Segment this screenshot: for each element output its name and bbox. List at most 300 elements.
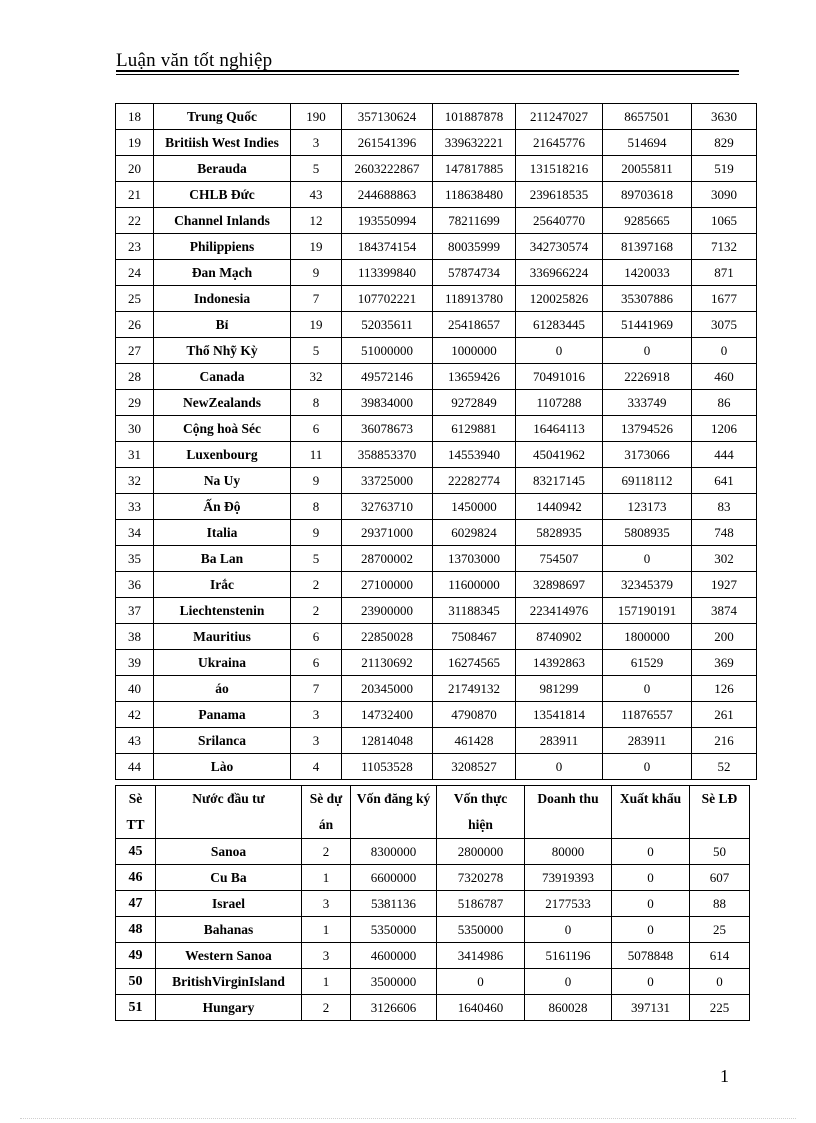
cell-stt: 44 xyxy=(116,754,154,780)
cell-implemented-capital: 80035999 xyxy=(433,234,516,260)
cell-revenue: 1440942 xyxy=(516,494,603,520)
cell-implemented-capital: 118913780 xyxy=(433,286,516,312)
cell-export: 1420033 xyxy=(603,260,692,286)
cell-export: 0 xyxy=(603,546,692,572)
cell-projects: 2 xyxy=(302,995,351,1021)
table-row xyxy=(116,182,757,208)
cell-revenue: 83217145 xyxy=(516,468,603,494)
cell-revenue: 336966224 xyxy=(516,260,603,286)
cell-labor: 614 xyxy=(690,943,750,969)
cell-country: Bỉ xyxy=(154,312,291,338)
cell-registered-capital: 8300000 xyxy=(351,839,437,865)
cell-registered-capital: 39834000 xyxy=(342,390,433,416)
cell-implemented-capital: 9272849 xyxy=(433,390,516,416)
cell-registered-capital: 14732400 xyxy=(342,702,433,728)
table-row xyxy=(116,130,757,156)
cell-labor: 50 xyxy=(690,839,750,865)
cell-implemented-capital: 4790870 xyxy=(433,702,516,728)
cell-registered-capital: 5381136 xyxy=(351,891,437,917)
cell-export: 81397168 xyxy=(603,234,692,260)
cell-country: Cộng hoà Séc xyxy=(154,416,291,442)
cell-revenue: 16464113 xyxy=(516,416,603,442)
investment-table xyxy=(115,103,757,780)
cell-registered-capital: 184374154 xyxy=(342,234,433,260)
table-row xyxy=(116,891,750,917)
cell-labor: 519 xyxy=(692,156,757,182)
cell-implemented-capital: 1450000 xyxy=(433,494,516,520)
cell-country: Western Sanoa xyxy=(156,943,302,969)
table-row xyxy=(116,754,757,780)
cell-registered-capital: 5350000 xyxy=(351,917,437,943)
table-row xyxy=(116,286,757,312)
cell-export: 20055811 xyxy=(603,156,692,182)
cell-implemented-capital: 11600000 xyxy=(433,572,516,598)
cell-country: Irắc xyxy=(154,572,291,598)
cell-revenue: 80000 xyxy=(525,839,612,865)
cell-export: 1800000 xyxy=(603,624,692,650)
cell-stt: 27 xyxy=(116,338,154,364)
cell-stt: 49 xyxy=(116,943,156,969)
cell-implemented-capital: 1640460 xyxy=(437,995,525,1021)
cell-registered-capital: 23900000 xyxy=(342,598,433,624)
cell-projects: 8 xyxy=(291,390,342,416)
cell-revenue: 32898697 xyxy=(516,572,603,598)
cell-revenue: 0 xyxy=(516,338,603,364)
cell-implemented-capital: 0 xyxy=(437,969,525,995)
cell-revenue: 239618535 xyxy=(516,182,603,208)
cell-country: Britiish West Indies xyxy=(154,130,291,156)
cell-implemented-capital: 118638480 xyxy=(433,182,516,208)
cell-stt: 51 xyxy=(116,995,156,1021)
cell-export: 13794526 xyxy=(603,416,692,442)
table-row xyxy=(116,995,750,1021)
cell-implemented-capital: 57874734 xyxy=(433,260,516,286)
cell-revenue: 13541814 xyxy=(516,702,603,728)
cell-projects: 6 xyxy=(291,624,342,650)
cell-export: 0 xyxy=(612,969,690,995)
cell-labor: 302 xyxy=(692,546,757,572)
header-rule xyxy=(116,70,739,72)
cell-projects: 1 xyxy=(302,917,351,943)
col-header-registered-capital: Vốn đăng ký xyxy=(351,786,437,839)
cell-projects: 4 xyxy=(291,754,342,780)
cell-projects: 3 xyxy=(291,130,342,156)
cell-revenue: 45041962 xyxy=(516,442,603,468)
col-header-country: Nước đầu tư xyxy=(156,786,302,839)
table-row xyxy=(116,234,757,260)
cell-projects: 5 xyxy=(291,156,342,182)
table-row xyxy=(116,104,757,130)
cell-projects: 19 xyxy=(291,234,342,260)
cell-export: 283911 xyxy=(603,728,692,754)
cell-implemented-capital: 1000000 xyxy=(433,338,516,364)
cell-labor: 748 xyxy=(692,520,757,546)
table-row xyxy=(116,494,757,520)
cell-registered-capital: 51000000 xyxy=(342,338,433,364)
cell-registered-capital: 27100000 xyxy=(342,572,433,598)
cell-labor: 86 xyxy=(692,390,757,416)
cell-labor: 1206 xyxy=(692,416,757,442)
cell-stt: 37 xyxy=(116,598,154,624)
cell-labor: 126 xyxy=(692,676,757,702)
cell-revenue: 981299 xyxy=(516,676,603,702)
cell-export: 8657501 xyxy=(603,104,692,130)
cell-country: Panama xyxy=(154,702,291,728)
cell-implemented-capital: 5186787 xyxy=(437,891,525,917)
cell-projects: 2 xyxy=(291,572,342,598)
cell-registered-capital: 52035611 xyxy=(342,312,433,338)
cell-projects: 6 xyxy=(291,650,342,676)
cell-projects: 9 xyxy=(291,520,342,546)
cell-labor: 3874 xyxy=(692,598,757,624)
cell-stt: 39 xyxy=(116,650,154,676)
cell-projects: 7 xyxy=(291,286,342,312)
table-row xyxy=(116,546,757,572)
cell-registered-capital: 261541396 xyxy=(342,130,433,156)
page-number: 1 xyxy=(720,1066,729,1086)
cell-country: Lào xyxy=(154,754,291,780)
cell-projects: 1 xyxy=(302,969,351,995)
table-row xyxy=(116,390,757,416)
cell-stt: 21 xyxy=(116,182,154,208)
cell-registered-capital: 2603222867 xyxy=(342,156,433,182)
cell-projects: 3 xyxy=(302,943,351,969)
cell-stt: 31 xyxy=(116,442,154,468)
cell-stt: 43 xyxy=(116,728,154,754)
cell-export: 0 xyxy=(603,754,692,780)
cell-country: Hungary xyxy=(156,995,302,1021)
cell-labor: 829 xyxy=(692,130,757,156)
cell-stt: 45 xyxy=(116,839,156,865)
table-row xyxy=(116,917,750,943)
cell-implemented-capital: 339632221 xyxy=(433,130,516,156)
cell-implemented-capital: 31188345 xyxy=(433,598,516,624)
cell-registered-capital: 49572146 xyxy=(342,364,433,390)
cell-implemented-capital: 6129881 xyxy=(433,416,516,442)
cell-revenue: 283911 xyxy=(516,728,603,754)
cell-registered-capital: 113399840 xyxy=(342,260,433,286)
cell-export: 69118112 xyxy=(603,468,692,494)
cell-stt: 30 xyxy=(116,416,154,442)
table-header-row xyxy=(116,786,750,839)
cell-revenue: 342730574 xyxy=(516,234,603,260)
cell-labor: 1065 xyxy=(692,208,757,234)
table-row xyxy=(116,338,757,364)
cell-revenue: 14392863 xyxy=(516,650,603,676)
cell-labor: 1677 xyxy=(692,286,757,312)
cell-export: 0 xyxy=(603,676,692,702)
cell-implemented-capital: 3208527 xyxy=(433,754,516,780)
cell-country: Srilanca xyxy=(154,728,291,754)
cell-stt: 24 xyxy=(116,260,154,286)
cell-country: CHLB Đức xyxy=(154,182,291,208)
cell-export: 397131 xyxy=(612,995,690,1021)
cell-registered-capital: 22850028 xyxy=(342,624,433,650)
investment-table-continued xyxy=(115,785,750,1021)
cell-country: Philippiens xyxy=(154,234,291,260)
cell-revenue: 2177533 xyxy=(525,891,612,917)
cell-projects: 5 xyxy=(291,338,342,364)
cell-implemented-capital: 13703000 xyxy=(433,546,516,572)
cell-export: 3173066 xyxy=(603,442,692,468)
table-row xyxy=(116,572,757,598)
cell-registered-capital: 357130624 xyxy=(342,104,433,130)
cell-projects: 3 xyxy=(302,891,351,917)
cell-projects: 7 xyxy=(291,676,342,702)
cell-registered-capital: 358853370 xyxy=(342,442,433,468)
table-row xyxy=(116,624,757,650)
table-row xyxy=(116,865,750,891)
cell-implemented-capital: 25418657 xyxy=(433,312,516,338)
cell-revenue: 73919393 xyxy=(525,865,612,891)
cell-registered-capital: 107702221 xyxy=(342,286,433,312)
table-row xyxy=(116,728,757,754)
header-rule-thin xyxy=(116,74,739,75)
cell-revenue: 5161196 xyxy=(525,943,612,969)
cell-registered-capital: 12814048 xyxy=(342,728,433,754)
cell-revenue: 860028 xyxy=(525,995,612,1021)
cell-stt: 35 xyxy=(116,546,154,572)
cell-country: Indonesia xyxy=(154,286,291,312)
cell-registered-capital: 20345000 xyxy=(342,676,433,702)
cell-export: 0 xyxy=(612,891,690,917)
cell-labor: 83 xyxy=(692,494,757,520)
cell-projects: 3 xyxy=(291,728,342,754)
cell-implemented-capital: 3414986 xyxy=(437,943,525,969)
cell-projects: 32 xyxy=(291,364,342,390)
cell-stt: 33 xyxy=(116,494,154,520)
cell-revenue: 223414976 xyxy=(516,598,603,624)
cell-country: Berauda xyxy=(154,156,291,182)
table-row xyxy=(116,156,757,182)
cell-export: 333749 xyxy=(603,390,692,416)
cell-export: 2226918 xyxy=(603,364,692,390)
cell-labor: 88 xyxy=(690,891,750,917)
cell-export: 11876557 xyxy=(603,702,692,728)
cell-implemented-capital: 101887878 xyxy=(433,104,516,130)
cell-stt: 36 xyxy=(116,572,154,598)
cell-registered-capital: 21130692 xyxy=(342,650,433,676)
cell-export: 9285665 xyxy=(603,208,692,234)
cell-stt: 46 xyxy=(116,865,156,891)
cell-stt: 42 xyxy=(116,702,154,728)
cell-country: áo xyxy=(154,676,291,702)
cell-stt: 29 xyxy=(116,390,154,416)
cell-stt: 22 xyxy=(116,208,154,234)
cell-revenue: 0 xyxy=(525,969,612,995)
cell-country: Cu Ba xyxy=(156,865,302,891)
cell-implemented-capital: 461428 xyxy=(433,728,516,754)
cell-labor: 460 xyxy=(692,364,757,390)
cell-revenue: 120025826 xyxy=(516,286,603,312)
table-row xyxy=(116,943,750,969)
cell-export: 61529 xyxy=(603,650,692,676)
cell-country: Italia xyxy=(154,520,291,546)
cell-implemented-capital: 14553940 xyxy=(433,442,516,468)
cell-revenue: 131518216 xyxy=(516,156,603,182)
cell-export: 0 xyxy=(612,865,690,891)
cell-labor: 200 xyxy=(692,624,757,650)
cell-revenue: 61283445 xyxy=(516,312,603,338)
cell-registered-capital: 36078673 xyxy=(342,416,433,442)
cell-projects: 2 xyxy=(291,598,342,624)
cell-country: Channel Inlands xyxy=(154,208,291,234)
cell-labor: 52 xyxy=(692,754,757,780)
cell-country: Ba Lan xyxy=(154,546,291,572)
cell-labor: 225 xyxy=(690,995,750,1021)
cell-country: Trung Quốc xyxy=(154,104,291,130)
cell-labor: 369 xyxy=(692,650,757,676)
table-row xyxy=(116,364,757,390)
cell-labor: 7132 xyxy=(692,234,757,260)
col-header-labor: Sè LĐ xyxy=(690,786,750,839)
col-header-projects: Sè dự án xyxy=(302,786,351,839)
cell-projects: 2 xyxy=(302,839,351,865)
table-row xyxy=(116,702,757,728)
cell-revenue: 1107288 xyxy=(516,390,603,416)
cell-implemented-capital: 7508467 xyxy=(433,624,516,650)
cell-export: 0 xyxy=(603,338,692,364)
table-row xyxy=(116,676,757,702)
table-row xyxy=(116,650,757,676)
cell-stt: 32 xyxy=(116,468,154,494)
cell-projects: 9 xyxy=(291,468,342,494)
cell-labor: 3075 xyxy=(692,312,757,338)
cell-revenue: 25640770 xyxy=(516,208,603,234)
cell-export: 89703618 xyxy=(603,182,692,208)
col-header-revenue: Doanh thu xyxy=(525,786,612,839)
cell-stt: 40 xyxy=(116,676,154,702)
cell-country: Liechtenstenin xyxy=(154,598,291,624)
cell-implemented-capital: 2800000 xyxy=(437,839,525,865)
cell-implemented-capital: 78211699 xyxy=(433,208,516,234)
cell-export: 5808935 xyxy=(603,520,692,546)
cell-projects: 19 xyxy=(291,312,342,338)
cell-registered-capital: 33725000 xyxy=(342,468,433,494)
cell-registered-capital: 28700002 xyxy=(342,546,433,572)
cell-stt: 50 xyxy=(116,969,156,995)
cell-export: 32345379 xyxy=(603,572,692,598)
cell-projects: 5 xyxy=(291,546,342,572)
cell-export: 51441969 xyxy=(603,312,692,338)
footer-dotted-line xyxy=(20,1118,796,1119)
cell-labor: 444 xyxy=(692,442,757,468)
cell-labor: 216 xyxy=(692,728,757,754)
cell-country: Ukraina xyxy=(154,650,291,676)
table-row xyxy=(116,442,757,468)
cell-country: Luxenbourg xyxy=(154,442,291,468)
cell-registered-capital: 4600000 xyxy=(351,943,437,969)
cell-registered-capital: 193550994 xyxy=(342,208,433,234)
cell-implemented-capital: 16274565 xyxy=(433,650,516,676)
cell-labor: 1927 xyxy=(692,572,757,598)
cell-country: Đan Mạch xyxy=(154,260,291,286)
cell-stt: 28 xyxy=(116,364,154,390)
table-row xyxy=(116,312,757,338)
cell-revenue: 0 xyxy=(516,754,603,780)
cell-export: 514694 xyxy=(603,130,692,156)
cell-stt: 38 xyxy=(116,624,154,650)
cell-labor: 3090 xyxy=(692,182,757,208)
cell-stt: 23 xyxy=(116,234,154,260)
cell-registered-capital: 6600000 xyxy=(351,865,437,891)
cell-country: Thổ Nhỹ Kỳ xyxy=(154,338,291,364)
cell-implemented-capital: 5350000 xyxy=(437,917,525,943)
cell-projects: 43 xyxy=(291,182,342,208)
cell-revenue: 0 xyxy=(525,917,612,943)
table-row xyxy=(116,520,757,546)
cell-projects: 8 xyxy=(291,494,342,520)
cell-labor: 3630 xyxy=(692,104,757,130)
cell-revenue: 211247027 xyxy=(516,104,603,130)
cell-implemented-capital: 7320278 xyxy=(437,865,525,891)
table-row xyxy=(116,468,757,494)
cell-implemented-capital: 22282774 xyxy=(433,468,516,494)
cell-labor: 0 xyxy=(690,969,750,995)
cell-projects: 12 xyxy=(291,208,342,234)
cell-export: 123173 xyxy=(603,494,692,520)
cell-registered-capital: 29371000 xyxy=(342,520,433,546)
cell-projects: 6 xyxy=(291,416,342,442)
cell-implemented-capital: 147817885 xyxy=(433,156,516,182)
cell-implemented-capital: 13659426 xyxy=(433,364,516,390)
cell-labor: 871 xyxy=(692,260,757,286)
col-header-export: Xuất khẩu xyxy=(612,786,690,839)
cell-country: BritishVirginIsland xyxy=(156,969,302,995)
cell-revenue: 754507 xyxy=(516,546,603,572)
cell-revenue: 70491016 xyxy=(516,364,603,390)
cell-registered-capital: 3500000 xyxy=(351,969,437,995)
cell-projects: 3 xyxy=(291,702,342,728)
cell-stt: 19 xyxy=(116,130,154,156)
cell-country: NewZealands xyxy=(154,390,291,416)
table-row xyxy=(116,969,750,995)
cell-country: Na Uy xyxy=(154,468,291,494)
cell-revenue: 8740902 xyxy=(516,624,603,650)
cell-export: 157190191 xyxy=(603,598,692,624)
cell-country: Israel xyxy=(156,891,302,917)
cell-labor: 607 xyxy=(690,865,750,891)
table-row xyxy=(116,260,757,286)
cell-revenue: 5828935 xyxy=(516,520,603,546)
cell-stt: 47 xyxy=(116,891,156,917)
cell-country: Bahanas xyxy=(156,917,302,943)
cell-projects: 9 xyxy=(291,260,342,286)
cell-stt: 48 xyxy=(116,917,156,943)
cell-country: Mauritius xyxy=(154,624,291,650)
cell-revenue: 21645776 xyxy=(516,130,603,156)
cell-labor: 0 xyxy=(692,338,757,364)
cell-stt: 20 xyxy=(116,156,154,182)
cell-export: 0 xyxy=(612,839,690,865)
cell-export: 5078848 xyxy=(612,943,690,969)
cell-stt: 26 xyxy=(116,312,154,338)
cell-stt: 18 xyxy=(116,104,154,130)
table-row xyxy=(116,208,757,234)
cell-implemented-capital: 21749132 xyxy=(433,676,516,702)
page-header-title: Luận văn tốt nghiệp xyxy=(116,50,273,71)
cell-country: Sanoa xyxy=(156,839,302,865)
col-header-implemented-capital: Vốn thực hiện xyxy=(437,786,525,839)
cell-labor: 261 xyxy=(692,702,757,728)
table-row xyxy=(116,416,757,442)
cell-labor: 25 xyxy=(690,917,750,943)
cell-registered-capital: 32763710 xyxy=(342,494,433,520)
cell-registered-capital: 3126606 xyxy=(351,995,437,1021)
cell-implemented-capital: 6029824 xyxy=(433,520,516,546)
cell-country: Canada xyxy=(154,364,291,390)
col-header-stt: Sè TT xyxy=(116,786,156,839)
